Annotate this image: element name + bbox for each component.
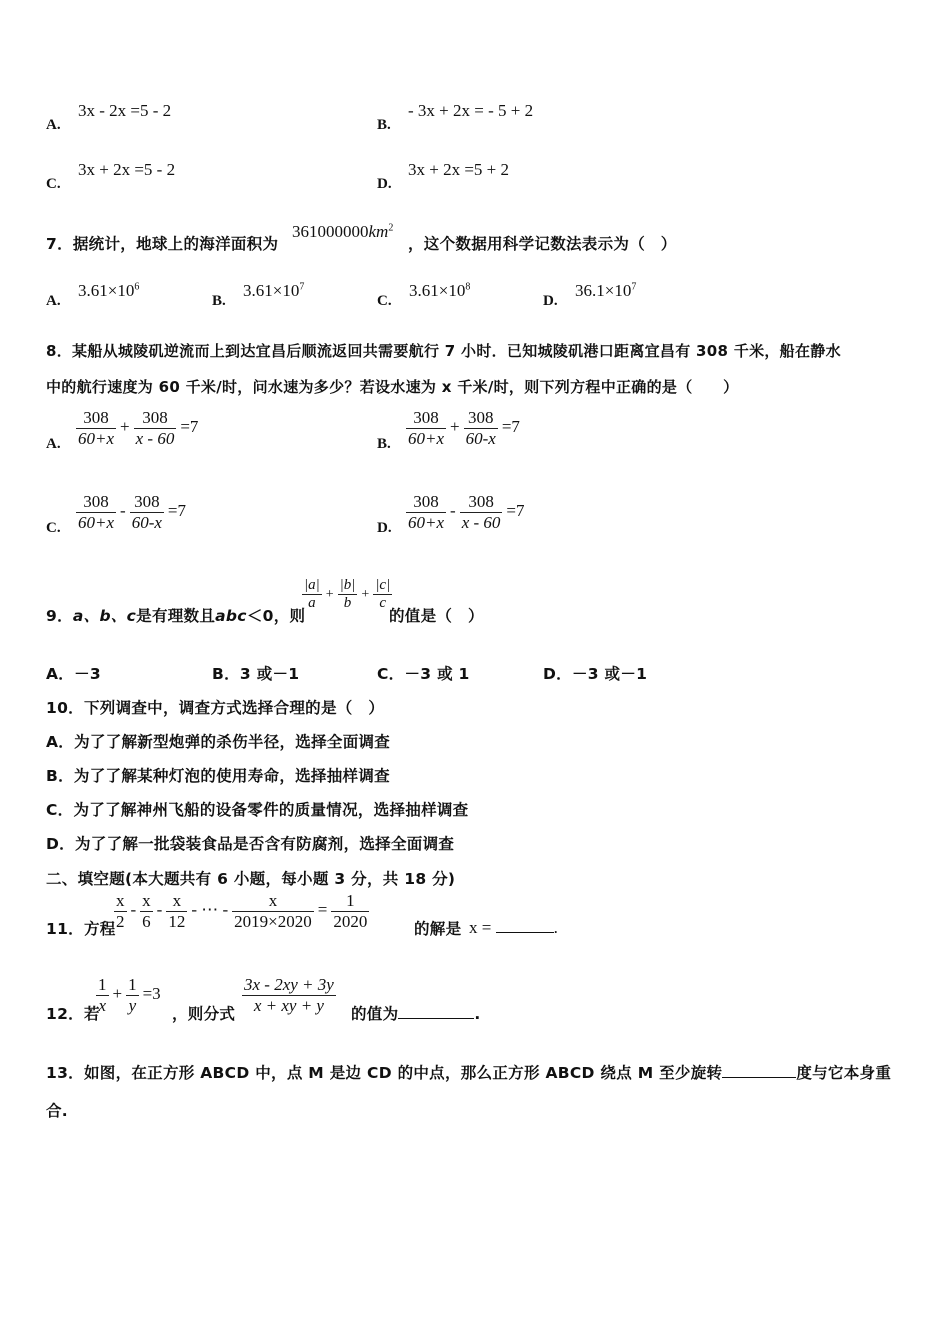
q10-option-b: B．为了了解某种灯泡的使用寿命，选择抽样调查 — [46, 767, 390, 785]
q9-option-d: D．－3 或－1 — [543, 665, 648, 683]
q10-option-c: C．为了了解神州飞船的设备零件的质量情况，选择抽样调查 — [46, 801, 469, 819]
q7-option-c-value: $3.61\times 10^8$ — [409, 281, 471, 300]
q12-suffix: 的值为 . — [351, 1005, 481, 1023]
q12-prefix: 12．若 — [46, 1005, 100, 1023]
q11-minus-2: - — [156, 900, 163, 920]
q12-middle: ，则分式 — [172, 1005, 236, 1023]
q9-option-b: B．3 或－1 — [212, 665, 300, 683]
q6-option-b-label: B. — [377, 117, 391, 133]
q11-answer: x = . — [469, 918, 558, 937]
q8-stem-line1: 8．某船从城陵矶逆流而上到达宜昌后顺流返回共需要航行 7 小时．已知城陵矶港口距离宜昌有 308 千米，船在静水 — [46, 342, 841, 360]
q12-answer-blank[interactable] — [398, 1018, 474, 1019]
q13-line2: 合. — [46, 1102, 68, 1120]
q13-answer-blank[interactable] — [722, 1077, 796, 1078]
q9-stem: 9．a、b、c是有理数且abc＜0，则 — [46, 607, 306, 625]
q6-option-c-label: C. — [46, 176, 61, 192]
q8-option-a-label: A. — [46, 436, 61, 452]
q11-answer-blank[interactable] — [496, 932, 554, 933]
q8-option-b-equation: $\frac{308}{60+x}$ + $\frac{308}{60-x}$ =7 — [408, 408, 520, 448]
q7-option-a-label: A. — [46, 293, 61, 309]
q8-option-d-equation: $\frac{308}{60+x}$ - $\frac{308}{x - 60}$ =7 — [408, 492, 525, 532]
q7-prefix: 7．据统计，地球上的海洋面积为 — [46, 235, 279, 253]
q6-option-a-label: A. — [46, 117, 61, 133]
q10-option-a: A．为了了解新型炮弹的杀伤半径，选择全面调查 — [46, 733, 391, 751]
q7-option-d-value: $36.1\times 10^7$ — [575, 281, 637, 300]
q7-suffix: ，这个数据用科学记数法表示为（ ） — [408, 235, 677, 253]
q8-option-b-label: B. — [377, 436, 391, 452]
q8-option-a-equation: $\frac{308}{60+x}$ + $\frac{308}{x - 60}$ =7 — [78, 408, 199, 448]
q7-option-b-label: B. — [212, 293, 226, 309]
q8-stem-line2: 中的航行速度为 60 千米/时，问水速为多少？若设水速为 x 千米/时，则下列方程中正确的是（ ） — [46, 378, 739, 396]
q10-stem: 10．下列调查中，调查方式选择合理的是（ ） — [46, 699, 385, 717]
q6-option-d-expr: 3x + 2x =5 + 2 — [408, 160, 510, 179]
q12-condition: $\frac{1}{x}$ + $\frac{1}{y}$ =3 — [98, 975, 161, 1015]
q9-plus-2: + — [361, 587, 370, 603]
q7-option-c-label: C. — [377, 293, 392, 309]
q7-option-b-value: $3.61\times 10^7$ — [243, 281, 305, 300]
q8-option-c-equation: $\frac{308}{60+x}$ - $\frac{308}{60-x}$ =7 — [78, 492, 187, 532]
q12-fraction: $\frac{3x - 2xy + 3y}{x + xy + y}$ — [244, 975, 334, 1015]
q9-option-a: A．－3 — [46, 665, 101, 683]
q13-line1: 13．如图，在正方形 ABCD 中，点 M 是边 CD 的中点，那么正方形 ABCD 绕点 M 至少旋转 度与它本身重 — [46, 1064, 892, 1082]
q7-option-a-value: $3.61\times 10^6$ — [78, 281, 140, 300]
q7-option-d-label: D. — [543, 293, 558, 309]
q8-option-c-label: C. — [46, 520, 61, 536]
q11-prefix: 11．方程 — [46, 920, 116, 938]
q10-option-d: D．为了了解一批袋装食品是否含有防腐剂，选择全面调查 — [46, 835, 455, 853]
q8-option-d-label: D. — [377, 520, 392, 536]
q6-option-b-expr: - 3x + 2x = - 5 + 2 — [408, 101, 534, 120]
q9-expression: $\frac{|a|}{a}$ + $\frac{|b|}{b}$ + $\frac{|c|}{c}$ — [304, 577, 391, 611]
q9-option-c: C．－3 或 1 — [377, 665, 470, 683]
section-heading: 二、填空题(本大题共有 6 小题，每小题 3 分，共 18 分) — [46, 870, 456, 888]
q6-option-c-expr: 3x + 2x =5 - 2 — [78, 160, 176, 179]
q6-option-a-expr: 3x - 2x =5 - 2 — [78, 101, 172, 120]
q6-option-d-label: D. — [377, 176, 392, 192]
q7-value: $361000000km^2$ — [292, 222, 394, 241]
q11-suffix: 的解是 — [414, 920, 462, 938]
q11-equation: $\frac{x}{2}$ - $\frac{x}{6}$ - $\frac{x}{12}$ - ⋯ - $\frac{x}{2019\times 2020}$ = $\frac{1}{2020}$ — [116, 891, 368, 931]
q9-suffix: 的值是（ ） — [389, 607, 484, 625]
